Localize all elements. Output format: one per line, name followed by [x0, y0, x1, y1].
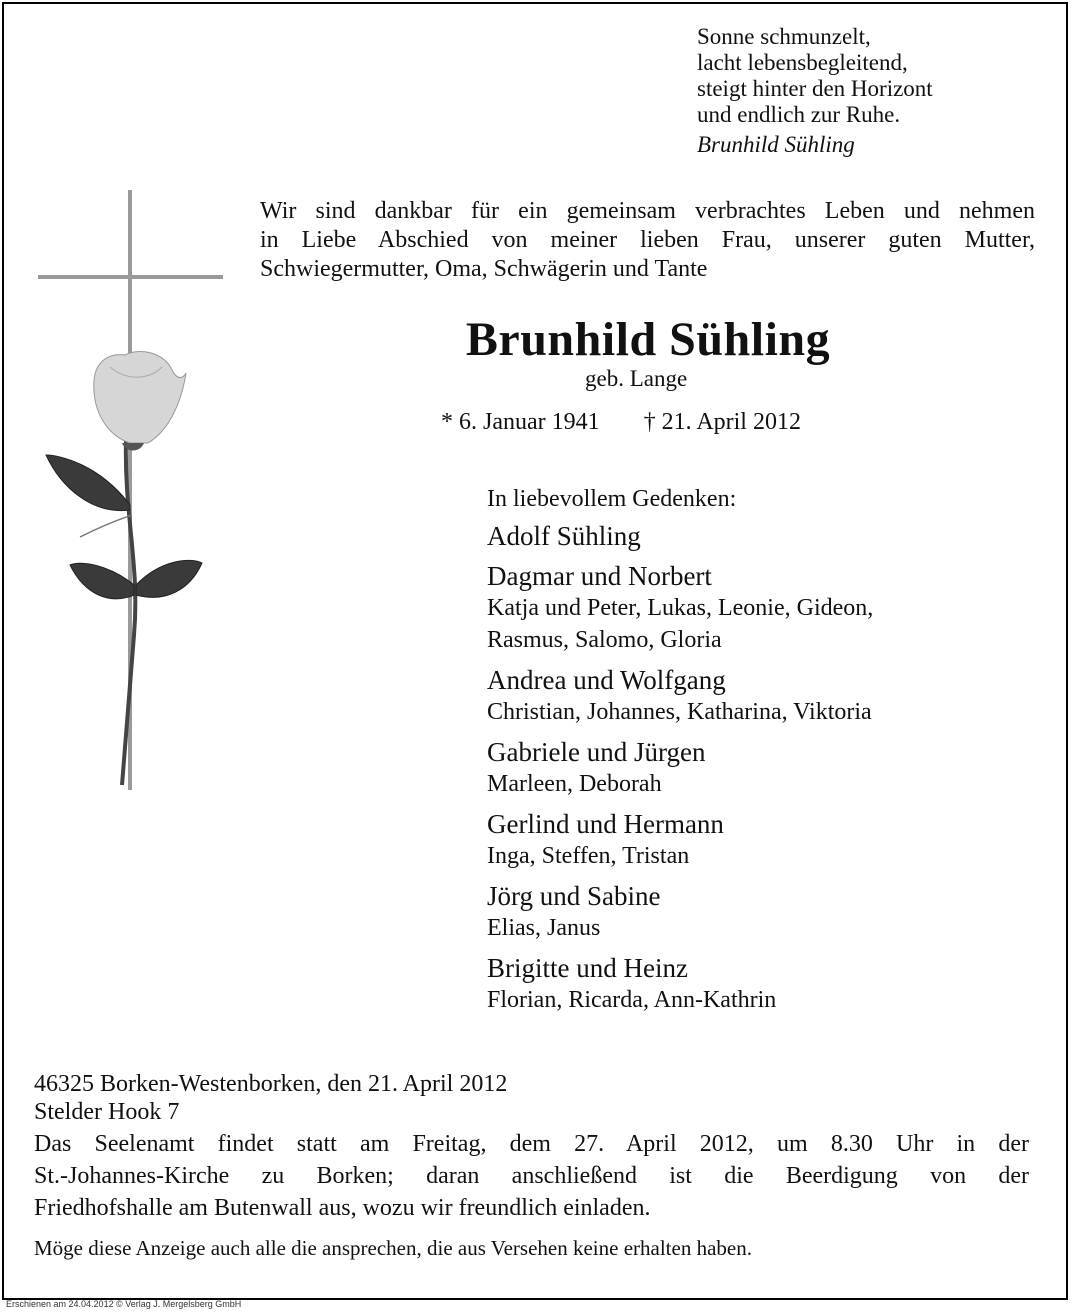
family-adults: Gerlind und Hermann: [487, 809, 724, 839]
publisher-footer: Erschienen am 24.04.2012 © Verlag J. Mergelsberg GmbH: [6, 1299, 242, 1309]
family-group: [487, 560, 873, 656]
cross-rose-illustration: [30, 185, 230, 805]
poem-author: Brunhild Sühling: [697, 132, 855, 157]
family-group: [487, 664, 873, 728]
family-adults: Adolf Sühling: [487, 521, 641, 551]
family-adults: Dagmar und Norbert: [487, 561, 712, 591]
intro-text: [260, 197, 1035, 284]
closing-section: [34, 1070, 1029, 1264]
family-list: [487, 484, 873, 1024]
intro-line: Wir sind dankbar für ein gemeinsam verbrachtes Leben und nehmen: [260, 198, 1035, 224]
service-line: St.-Johannes-Kirche zu Borken; daran anschließend ist die Beerdigung von der: [34, 1163, 1029, 1189]
family-children: Marleen, Deborah: [487, 771, 662, 797]
service-line: Das Seelenamt findet statt am Freitag, dem 27. April 2012, um 8.30 Uhr in der: [34, 1131, 1029, 1157]
family-adults: Jörg und Sabine: [487, 881, 661, 911]
family-children: Inga, Steffen, Tristan: [487, 843, 690, 869]
intro-line: Schwiegermutter, Oma, Schwägerin und Tante: [260, 256, 708, 282]
family-children: Elias, Janus: [487, 915, 601, 941]
deceased-name: Brunhild Sühling: [465, 313, 831, 366]
service-line: Friedhofshalle am Butenwall aus, wozu wir freundlich einladen.: [34, 1195, 651, 1221]
poem-line: und endlich zur Ruhe.: [697, 102, 901, 127]
family-adults: Gabriele und Jürgen: [487, 737, 706, 767]
maiden-name: geb. Lange: [585, 366, 688, 391]
service-info: [34, 1128, 1029, 1224]
poem-line: lacht lebensbegleitend,: [697, 50, 908, 75]
family-group: [487, 880, 873, 944]
family-group: [487, 520, 873, 552]
family-heading: In liebevollem Gedenken:: [487, 486, 737, 512]
family-group: [487, 736, 873, 800]
poem: [697, 24, 933, 158]
birth-date: * 6. Januar 1941: [441, 409, 600, 435]
address-street: Stelder Hook 7: [34, 1099, 180, 1125]
family-children: Christian, Johannes, Katharina, Viktoria: [487, 699, 872, 725]
death-date: † 21. April 2012: [643, 409, 801, 435]
family-children: Katja und Peter, Lukas, Leonie, Gideon,: [487, 595, 874, 621]
family-adults: Andrea und Wolfgang: [487, 665, 726, 695]
family-children: Florian, Ricarda, Ann-Kathrin: [487, 987, 777, 1013]
poem-line: Sonne schmunzelt,: [697, 24, 871, 49]
family-children: Rasmus, Salomo, Gloria: [487, 627, 722, 653]
rose-icon: [46, 351, 202, 785]
family-adults: Brigitte und Heinz: [487, 953, 688, 983]
poem-line: steigt hinter den Horizont: [697, 76, 933, 101]
intro-line: in Liebe Abschied von meiner lieben Frau, unserer guten Mutter,: [260, 227, 1035, 253]
family-group: [487, 808, 873, 872]
closing-note: Möge diese Anzeige auch alle die ansprechen, die aus Versehen keine erhalten haben.: [34, 1236, 752, 1260]
address-line: 46325 Borken-Westenborken, den 21. April 2012: [34, 1071, 508, 1097]
life-dates: [441, 409, 801, 436]
family-group: [487, 952, 873, 1016]
